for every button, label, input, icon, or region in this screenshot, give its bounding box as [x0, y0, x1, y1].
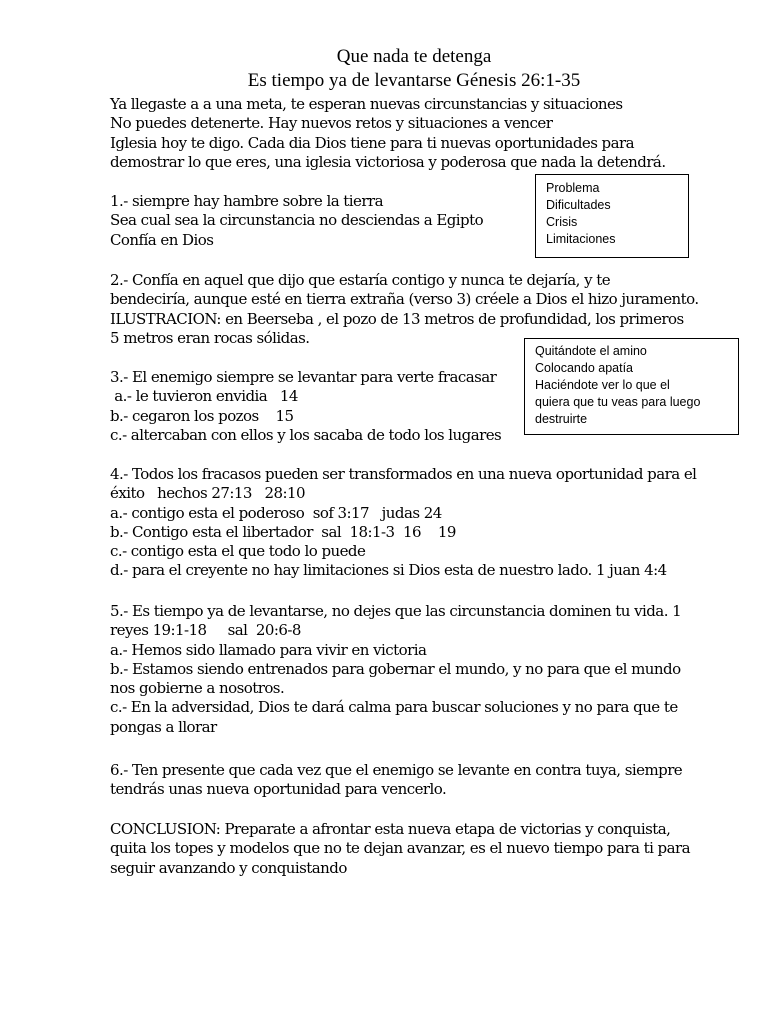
text-line: Confía en Dios — [110, 230, 214, 249]
text-line: bendeciría, aunque esté en tierra extraña (verso 3) créele a Dios el hizo juramento. — [110, 290, 699, 309]
text-line: Iglesia hoy te digo. Cada dia Dios tiene para ti nuevas oportunidades para — [110, 133, 635, 152]
text-line: 2.- Confía en aquel que dijo que estaría contigo y nunca te dejaría, y te — [110, 271, 611, 289]
text-line: nos gobierne a nosotros. — [110, 679, 285, 698]
text-line: Ya llegaste a a una meta, te esperan nuevas circunstancias y situaciones — [110, 95, 623, 113]
text-line: c.- contigo esta el que todo lo puede — [110, 542, 366, 561]
page-subtitle: Es tiempo ya de levantarse Génesis 26:1-35 — [247, 70, 581, 91]
text-line: pongas a llorar — [110, 717, 217, 736]
text-line: a.- Hemos sido llamado para vivir en victoria — [110, 640, 427, 659]
point-5 — [110, 602, 681, 737]
box-item: Colocando apatía — [535, 361, 633, 375]
text-line: 5 metros eran rocas sólidas. — [110, 328, 310, 347]
text-line: d.- para el creyente no hay limitaciones si Dios esta de nuestro lado. 1 juan 4:4 — [110, 561, 667, 580]
box-item: Crisis — [546, 215, 578, 229]
text-line: a.- contigo esta el poderoso sof 3:17 judas 24 — [110, 503, 442, 522]
text-line: 5.- Es tiempo ya de levantarse, no dejes que las circunstancia dominen tu vida. 1 — [110, 602, 682, 620]
point-6 — [110, 761, 682, 800]
box-item: quiera que tu veas para luego — [535, 395, 701, 409]
enemy-tactics-box — [524, 338, 739, 435]
text-line: ILUSTRACION: en Beerseba , el pozo de 13 metros de profundidad, los primeros — [110, 309, 684, 328]
text-line: 1.- siempre hay hambre sobre la tierra — [110, 192, 383, 210]
point-2 — [110, 271, 699, 348]
text-line: b.- Contigo esta el libertador sal 18:1-3 16 19 — [110, 522, 456, 541]
text-line: CONCLUSION: Preparate a afrontar esta nueva etapa de victorias y conquista, — [110, 820, 671, 838]
text-line: quita los topes y modelos que no te dejan avanzar, es el nuevo tiempo para ti para — [110, 839, 690, 858]
text-line: b.- Estamos siendo entrenados para gobernar el mundo, y no para que el mundo — [110, 659, 681, 678]
text-line: b.- cegaron los pozos 15 — [110, 406, 294, 425]
text-line: c.- En la adversidad, Dios te dará calma para buscar soluciones y no para que te — [110, 698, 678, 717]
problems-box — [535, 174, 689, 258]
box-item: Dificultades — [546, 198, 611, 212]
box-item: Quitándote el amino — [535, 344, 647, 358]
conclusion — [110, 820, 690, 878]
text-line: tendrás unas nueva oportunidad para vencerlo. — [110, 780, 447, 799]
text-line: Sea cual sea la circunstancia no desciendas a Egipto — [110, 211, 484, 230]
text-line: No puedes detenerte. Hay nuevos retos y situaciones a vencer — [110, 114, 553, 133]
text-line: reyes 19:1-18 sal 20:6-8 — [110, 621, 301, 640]
text-line: 3.- El enemigo siempre se levantar para verte fracasar — [110, 368, 497, 386]
box-item: Haciéndote ver lo que el — [535, 378, 670, 392]
text-line: c.- altercaban con ellos y los sacaba de todo los lugares — [110, 425, 502, 444]
intro-paragraph — [110, 95, 666, 172]
point-3 — [110, 368, 501, 445]
text-line: a.- le tuvieron envidia 14 — [110, 387, 298, 406]
text-line: demostrar lo que eres, una iglesia victoriosa y poderosa que nada la detendrá. — [110, 152, 666, 171]
page-title: Que nada te detenga — [336, 46, 492, 67]
box-item: Problema — [546, 181, 600, 195]
point-1 — [110, 192, 483, 250]
text-line: 4.- Todos los fracasos pueden ser transformados en una nueva oportunidad para el — [110, 465, 697, 483]
box-item: Limitaciones — [546, 232, 616, 246]
text-line: seguir avanzando y conquistando — [110, 858, 347, 877]
point-4 — [110, 465, 696, 581]
text-line: éxito hechos 27:13 28:10 — [110, 484, 305, 503]
text-line: 6.- Ten presente que cada vez que el enemigo se levante en contra tuya, siempre — [110, 761, 683, 779]
box-item: destruirte — [535, 412, 588, 426]
